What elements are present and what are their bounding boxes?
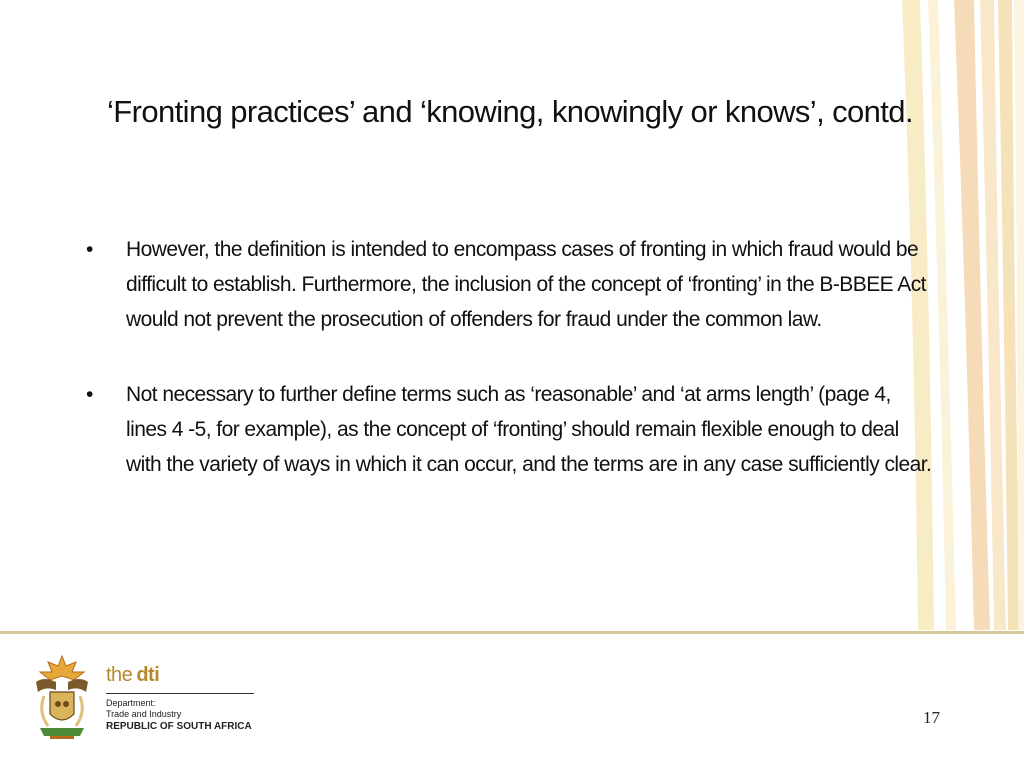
bullet-item — [86, 232, 936, 337]
brand-rule — [106, 693, 254, 694]
bullet-text: However, the definition is intended to encompass cases of fronting in which fraud would be difficult to establish. Furthermore, the inclusion of the concept of ‘fronting’ in the B-BBEE Act would not prevent the prosecution of offenders for fraud under the common law. — [126, 238, 926, 331]
country-name: REPUBLIC OF SOUTH AFRICA — [106, 721, 252, 732]
page-number: 17 — [923, 708, 940, 727]
footer-divider — [0, 631, 1024, 634]
dti-logo — [30, 652, 270, 742]
coat-of-arms-icon — [30, 652, 94, 742]
bullet-item — [86, 377, 936, 482]
bullet-text: Not necessary to further define terms such as ‘reasonable’ and ‘at arms length’ (page 4, lines 4 -5, for example), as the concept of ‘fronting’ should remain flexible enough to deal with the variety of ways in which it can occur, and the terms are in any case sufficiently clear. — [126, 383, 932, 476]
brand-prefix: the — [106, 664, 133, 686]
dti-brand-text — [106, 664, 159, 686]
bullet-list — [86, 232, 936, 522]
bullet-marker: • — [86, 238, 94, 261]
slide-title: ‘Fronting practices’ and ‘knowing, knowingly or knows’, contd. — [107, 94, 913, 129]
brand-name: dti — [136, 664, 160, 686]
bullet-marker: • — [86, 383, 94, 406]
department-name: Trade and Industry — [106, 709, 182, 719]
department-label: Department: — [106, 698, 156, 708]
